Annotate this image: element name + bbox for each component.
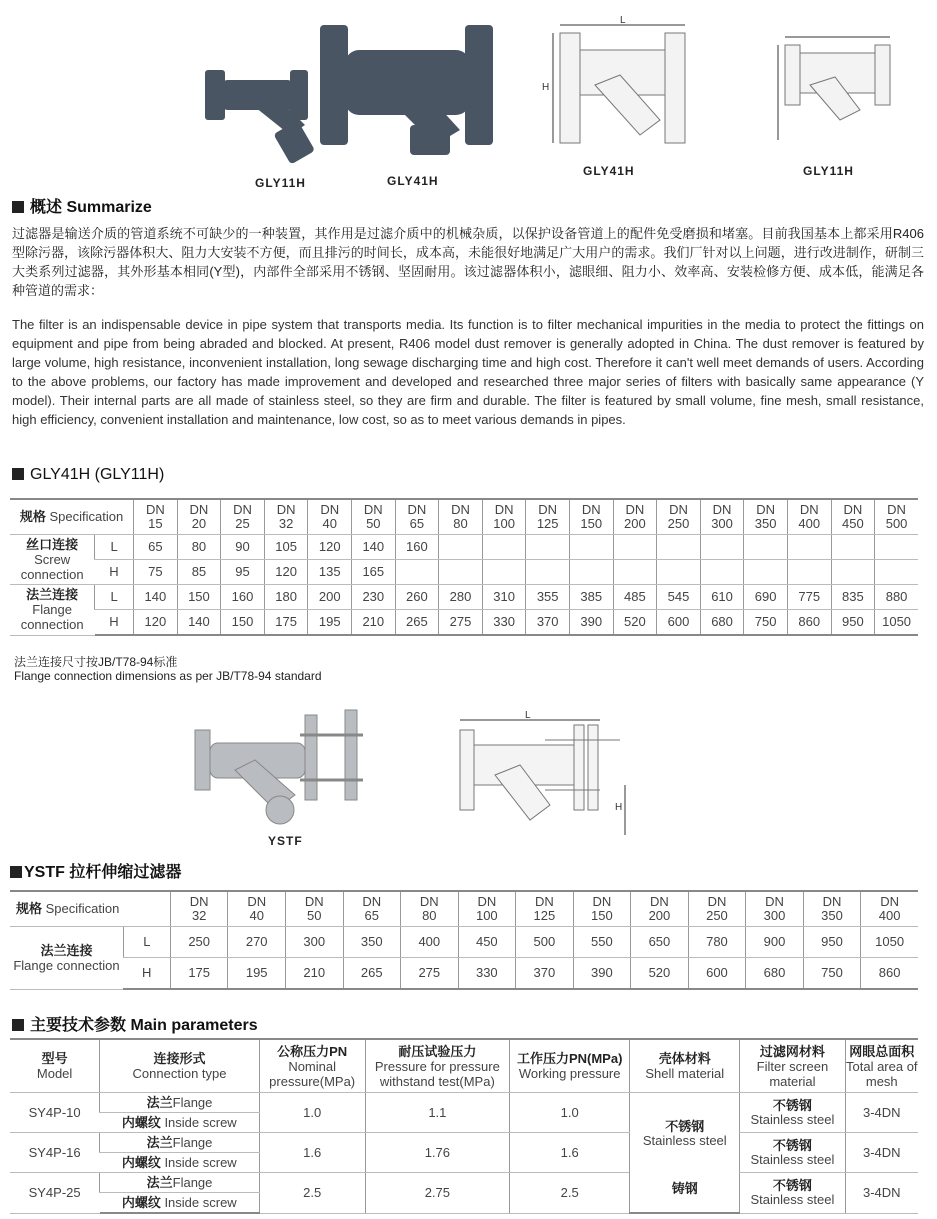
spec-header (10, 891, 170, 927)
table-cell: 2.5 (259, 1173, 365, 1214)
cell-text: 公称压力PN (277, 1043, 348, 1059)
cell-text: 规格 (19, 509, 46, 524)
table-cell: 545 (657, 585, 701, 610)
cell-text: 铸钢 (671, 1180, 698, 1196)
cell-text: Specification (45, 901, 120, 916)
size-header: DN 65 (343, 891, 401, 927)
valve-photos (195, 15, 505, 165)
table-cell: 1.1 (365, 1093, 510, 1133)
table-cell (395, 560, 439, 585)
table-cell (526, 535, 570, 560)
ystf-spec-table (10, 890, 918, 990)
table-cell: 150 (221, 610, 265, 636)
size-header: DN 80 (439, 499, 483, 535)
cell-text: 耐压试验压力 (398, 1043, 477, 1059)
column-header (510, 1039, 630, 1093)
cell-text: Flange (172, 1094, 213, 1110)
cell-text: 规格 (16, 901, 43, 916)
photo-label: YSTF (268, 834, 303, 848)
drawing-label: GLY41H (583, 164, 635, 178)
cell-text: Stainless steel (750, 1191, 835, 1207)
table-cell: 300 (285, 927, 343, 958)
table-cell: 160 (221, 585, 265, 610)
table-cell: 330 (482, 610, 526, 636)
cell-text: 过滤网材料 (759, 1043, 825, 1059)
size-header: DN 50 (285, 891, 343, 927)
cell-text: Specification (49, 509, 124, 524)
size-header: DN 20 (177, 499, 221, 535)
table-cell: 650 (631, 927, 689, 958)
column-header (630, 1039, 740, 1093)
cell-text: Screw connection (20, 552, 84, 582)
size-header: DN 500 (875, 499, 918, 535)
size-header: DN 200 (613, 499, 657, 535)
table-cell (700, 560, 744, 585)
table-cell: 385 (569, 585, 613, 610)
table-cell: 250 (170, 927, 228, 958)
model-cell: SY4P-10 (10, 1093, 100, 1133)
cell-text: Flange (172, 1174, 213, 1190)
cell-text: 不锈钢 (772, 1177, 812, 1193)
table-cell (613, 560, 657, 585)
table-cell (569, 560, 613, 585)
ystf-photo (185, 705, 365, 830)
dimension-label-l: L (525, 710, 531, 721)
ystf-drawing (450, 710, 640, 840)
spec-header (10, 499, 134, 535)
cell-text: Working pressure (518, 1066, 621, 1081)
table-cell: 200 (308, 585, 352, 610)
table-cell: 690 (744, 585, 788, 610)
row-key: L (95, 585, 134, 610)
table-cell: 3-4DN (845, 1173, 918, 1214)
size-header: DN 65 (395, 499, 439, 535)
cell-text: Filter screen material (756, 1058, 829, 1089)
table-cell: 3-4DN (845, 1133, 918, 1173)
table-cell: 355 (526, 585, 570, 610)
size-header: DN 400 (861, 891, 918, 927)
table-cell: 950 (803, 927, 861, 958)
table-cell (613, 535, 657, 560)
table-cell: 280 (439, 585, 483, 610)
table-cell: 350 (343, 927, 401, 958)
table-cell: 520 (631, 958, 689, 990)
size-header: DN 80 (401, 891, 459, 927)
connection-cell (100, 1113, 260, 1133)
size-header: DN 125 (516, 891, 574, 927)
table-cell: 265 (343, 958, 401, 990)
table-cell: 1.6 (259, 1133, 365, 1173)
cell-text: 网眼总面积 (849, 1043, 915, 1059)
table-cell: 860 (861, 958, 918, 990)
section-heading: 主要技术参数 Main parameters (12, 1012, 258, 1035)
size-header: DN 15 (134, 499, 178, 535)
column-header (10, 1039, 100, 1093)
cell-text: 工作压力PN(MPa) (516, 1051, 623, 1066)
table-cell: 1.76 (365, 1133, 510, 1173)
section-heading: GLY41H (GLY11H) (12, 466, 164, 484)
table-cell (831, 560, 875, 585)
table-cell: 390 (573, 958, 631, 990)
connection-cell (100, 1133, 260, 1153)
size-header: DN 40 (228, 891, 286, 927)
table-cell: 520 (613, 610, 657, 636)
note-en: Flange connection dimensions as per JB/T78-94 standard (14, 669, 322, 683)
table-cell (657, 535, 701, 560)
table-cell: 775 (787, 585, 831, 610)
shell-material-cell (630, 1093, 740, 1214)
table-cell: 140 (352, 535, 396, 560)
cell-text: Nominal pressure(MPa) (269, 1058, 356, 1089)
table-cell: 485 (613, 585, 657, 610)
table-cell (740, 1173, 845, 1214)
size-header: DN 125 (526, 499, 570, 535)
group-label (10, 927, 123, 990)
table-cell: 150 (177, 585, 221, 610)
table-cell: 880 (875, 585, 918, 610)
table-cell: 270 (228, 927, 286, 958)
column-header (740, 1039, 845, 1093)
table-cell: 550 (573, 927, 631, 958)
column-header (100, 1039, 260, 1093)
table-cell: 260 (395, 585, 439, 610)
cell-text: 法兰 (146, 1134, 173, 1150)
cell-text: 法兰 (146, 1174, 173, 1190)
cell-text: 法兰 (146, 1094, 173, 1110)
summary-en: The filter is an indispensable device in pipe system that transports media. Its function is to filter mechanical impurities in the media to protect the fittings on equipment and pipe from being abraded and blocked. At present, R406 model dust remover is generally adopted in China. The dust remover is featured by large volume, high resistance, inconvenient installation, long sewage discharging time and high cost. Therefore it can't well meet demands of users. According to the above problems, our factory has made improvement and developed and researched three major series of filters with basically same appearance (Y model). Their internal parts are all made of stainless steel, so they are firm and durable. The filter is featured by small volume, fine mesh, small resistance, high efficiency, convenient installation and maintenance, low cost, so as to meet various demands in pipes. (12, 317, 924, 427)
table-cell: 140 (134, 585, 178, 610)
size-header: DN 150 (569, 499, 613, 535)
table-cell: 610 (700, 585, 744, 610)
table-cell: 275 (401, 958, 459, 990)
photo-label: GLY41H (387, 174, 439, 188)
group-label (10, 585, 95, 636)
table-cell: 85 (177, 560, 221, 585)
size-header: DN 250 (688, 891, 746, 927)
cell-text: Stainless steel (642, 1132, 727, 1148)
table-cell: 120 (134, 610, 178, 636)
dimension-label-l: L (620, 15, 626, 26)
table-cell: 135 (308, 560, 352, 585)
table-cell (787, 560, 831, 585)
drawing-label: GLY11H (803, 164, 854, 178)
table-cell (875, 560, 918, 585)
table-cell (482, 560, 526, 585)
section-heading: 概述 Summarize (12, 194, 152, 217)
cell-text: Stainless steel (750, 1111, 835, 1127)
table-cell: 750 (744, 610, 788, 636)
table-cell: 310 (482, 585, 526, 610)
table-cell: 600 (688, 958, 746, 990)
cell-text: Inside screw (160, 1154, 237, 1170)
size-header: DN 100 (482, 499, 526, 535)
table-cell: 265 (395, 610, 439, 636)
table-cell: 175 (170, 958, 228, 990)
table-cell: 750 (803, 958, 861, 990)
table-cell (740, 1093, 845, 1133)
size-header: DN 350 (744, 499, 788, 535)
column-header (259, 1039, 365, 1093)
table-cell: 80 (177, 535, 221, 560)
table-cell: 1050 (875, 610, 918, 636)
table-cell (439, 560, 483, 585)
cell-text: Flange connection (20, 602, 84, 633)
cell-text: Flange connection (13, 957, 120, 973)
table-cell: 500 (516, 927, 574, 958)
model-cell: SY4P-25 (10, 1173, 100, 1214)
table-cell: 860 (787, 610, 831, 636)
table-cell: 390 (569, 610, 613, 636)
table-cell: 210 (352, 610, 396, 636)
group-label (10, 535, 95, 585)
column-header (365, 1039, 510, 1093)
row-key: H (95, 610, 134, 636)
table-cell: 680 (700, 610, 744, 636)
table-cell (482, 535, 526, 560)
table-cell: 195 (228, 958, 286, 990)
table-cell: 1.0 (259, 1093, 365, 1133)
table-cell: 3-4DN (845, 1093, 918, 1133)
table-cell: 210 (285, 958, 343, 990)
table-cell (744, 535, 788, 560)
connection-cell (100, 1093, 260, 1113)
note-cn: 法兰连接尺寸按JB/T78-94标准 (14, 655, 178, 669)
table-cell (875, 535, 918, 560)
cell-text: 型号 (41, 1051, 68, 1066)
table-cell: 140 (177, 610, 221, 636)
cell-text: 内螺纹 (121, 1114, 161, 1130)
table-cell: 195 (308, 610, 352, 636)
size-header: DN 350 (803, 891, 861, 927)
table-cell (439, 535, 483, 560)
table-cell: 90 (221, 535, 265, 560)
table-cell: 275 (439, 610, 483, 636)
summary-cn: 过滤器是输送介质的管道系统不可缺少的一种装置，其作用是过滤介质中的机械杂质，以保护设备管道上的配件免受磨损和堵塞。目前我国基本上都采用R406型除污器，该除污器体积大、阻力大安装不方便，而且排污的时间长，成本高，未能很好地满足广大用户的需求。我们厂针对以上问题，进行改进制作，研制三大类系列过滤器，其外形基本相同(Y型)，内部件全部采用不锈钢、坚固耐用。该过滤器体积小，滤眼细、阻力小、效率高、安装检修方便、成本低，能满足各种管道的需求： (12, 226, 924, 298)
size-header: DN 400 (787, 499, 831, 535)
cell-text: 内螺纹 (121, 1154, 161, 1170)
cell-text: 内螺纹 (121, 1194, 161, 1210)
cell-text: Total area of mesh (846, 1058, 918, 1089)
model-cell: SY4P-16 (10, 1133, 100, 1173)
column-header (845, 1039, 918, 1093)
connection-cell (100, 1193, 260, 1214)
dimension-label-h: H (615, 802, 623, 813)
table-cell: 780 (688, 927, 746, 958)
connection-cell (100, 1153, 260, 1173)
size-header: DN 40 (308, 499, 352, 535)
connection-cell (100, 1173, 260, 1193)
table-cell: 1.0 (510, 1093, 630, 1133)
table-cell: 900 (746, 927, 804, 958)
main-parameters-table (10, 1038, 918, 1214)
cell-text: Shell material (645, 1066, 725, 1081)
cell-text: 法兰连接 (26, 587, 79, 603)
cell-text: 法兰连接 (40, 942, 93, 958)
cell-text: 连接形式 (153, 1051, 206, 1066)
size-header: DN 32 (264, 499, 308, 535)
row-key: H (123, 958, 170, 990)
table-cell (744, 560, 788, 585)
row-key: H (95, 560, 134, 585)
cell-text: Connection type (132, 1066, 227, 1081)
table-cell: 400 (401, 927, 459, 958)
size-header: DN 300 (700, 499, 744, 535)
size-header: DN 50 (352, 499, 396, 535)
section-heading: YSTF 拉杆伸缩过滤器 (10, 859, 181, 882)
table-cell: 370 (526, 610, 570, 636)
table-cell: 230 (352, 585, 396, 610)
table-cell: 835 (831, 585, 875, 610)
photo-label: GLY11H (255, 176, 306, 190)
table-cell: 1050 (861, 927, 918, 958)
cell-text: 不锈钢 (772, 1097, 812, 1113)
cell-text: Stainless steel (750, 1151, 835, 1167)
size-header: DN 25 (221, 499, 265, 535)
table-cell (831, 535, 875, 560)
table-cell: 75 (134, 560, 178, 585)
table-cell: 2.5 (510, 1173, 630, 1214)
table-cell: 2.75 (365, 1173, 510, 1214)
table-cell: 450 (458, 927, 516, 958)
table-cell: 160 (395, 535, 439, 560)
table-cell: 120 (308, 535, 352, 560)
table-cell: 950 (831, 610, 875, 636)
cell-text: 壳体材料 (658, 1051, 711, 1066)
table-cell (657, 560, 701, 585)
gly-spec-table (10, 498, 918, 636)
table-cell: 680 (746, 958, 804, 990)
cell-text: Inside screw (160, 1194, 237, 1210)
table-cell (569, 535, 613, 560)
size-header: DN 100 (458, 891, 516, 927)
table-cell: 370 (516, 958, 574, 990)
table-cell: 95 (221, 560, 265, 585)
size-header: DN 32 (170, 891, 228, 927)
table-cell (787, 535, 831, 560)
cell-text: Model (36, 1066, 73, 1081)
technical-drawings (540, 15, 900, 160)
table-cell: 105 (264, 535, 308, 560)
table-cell (700, 535, 744, 560)
table-cell (740, 1133, 845, 1173)
cell-text: Flange (172, 1134, 213, 1150)
row-key: L (123, 927, 170, 958)
table-cell: 600 (657, 610, 701, 636)
cell-text: 不锈钢 (665, 1118, 705, 1134)
size-header: DN 200 (631, 891, 689, 927)
cell-text: Inside screw (160, 1114, 237, 1130)
table-cell: 165 (352, 560, 396, 585)
table-cell: 1.6 (510, 1133, 630, 1173)
size-header: DN 300 (746, 891, 804, 927)
cell-text: 不锈钢 (772, 1137, 812, 1153)
size-header: DN 250 (657, 499, 701, 535)
table-cell (526, 560, 570, 585)
table-cell: 120 (264, 560, 308, 585)
size-header: DN 150 (573, 891, 631, 927)
cell-text: 丝口连接 (26, 537, 79, 552)
table-cell: 175 (264, 610, 308, 636)
table-cell: 180 (264, 585, 308, 610)
table-cell: 330 (458, 958, 516, 990)
row-key: L (95, 535, 134, 560)
table-cell: 65 (134, 535, 178, 560)
dimension-label-h: H (542, 82, 550, 93)
cell-text: Pressure for pressure withstand test(MPa) (374, 1058, 500, 1089)
size-header: DN 450 (831, 499, 875, 535)
